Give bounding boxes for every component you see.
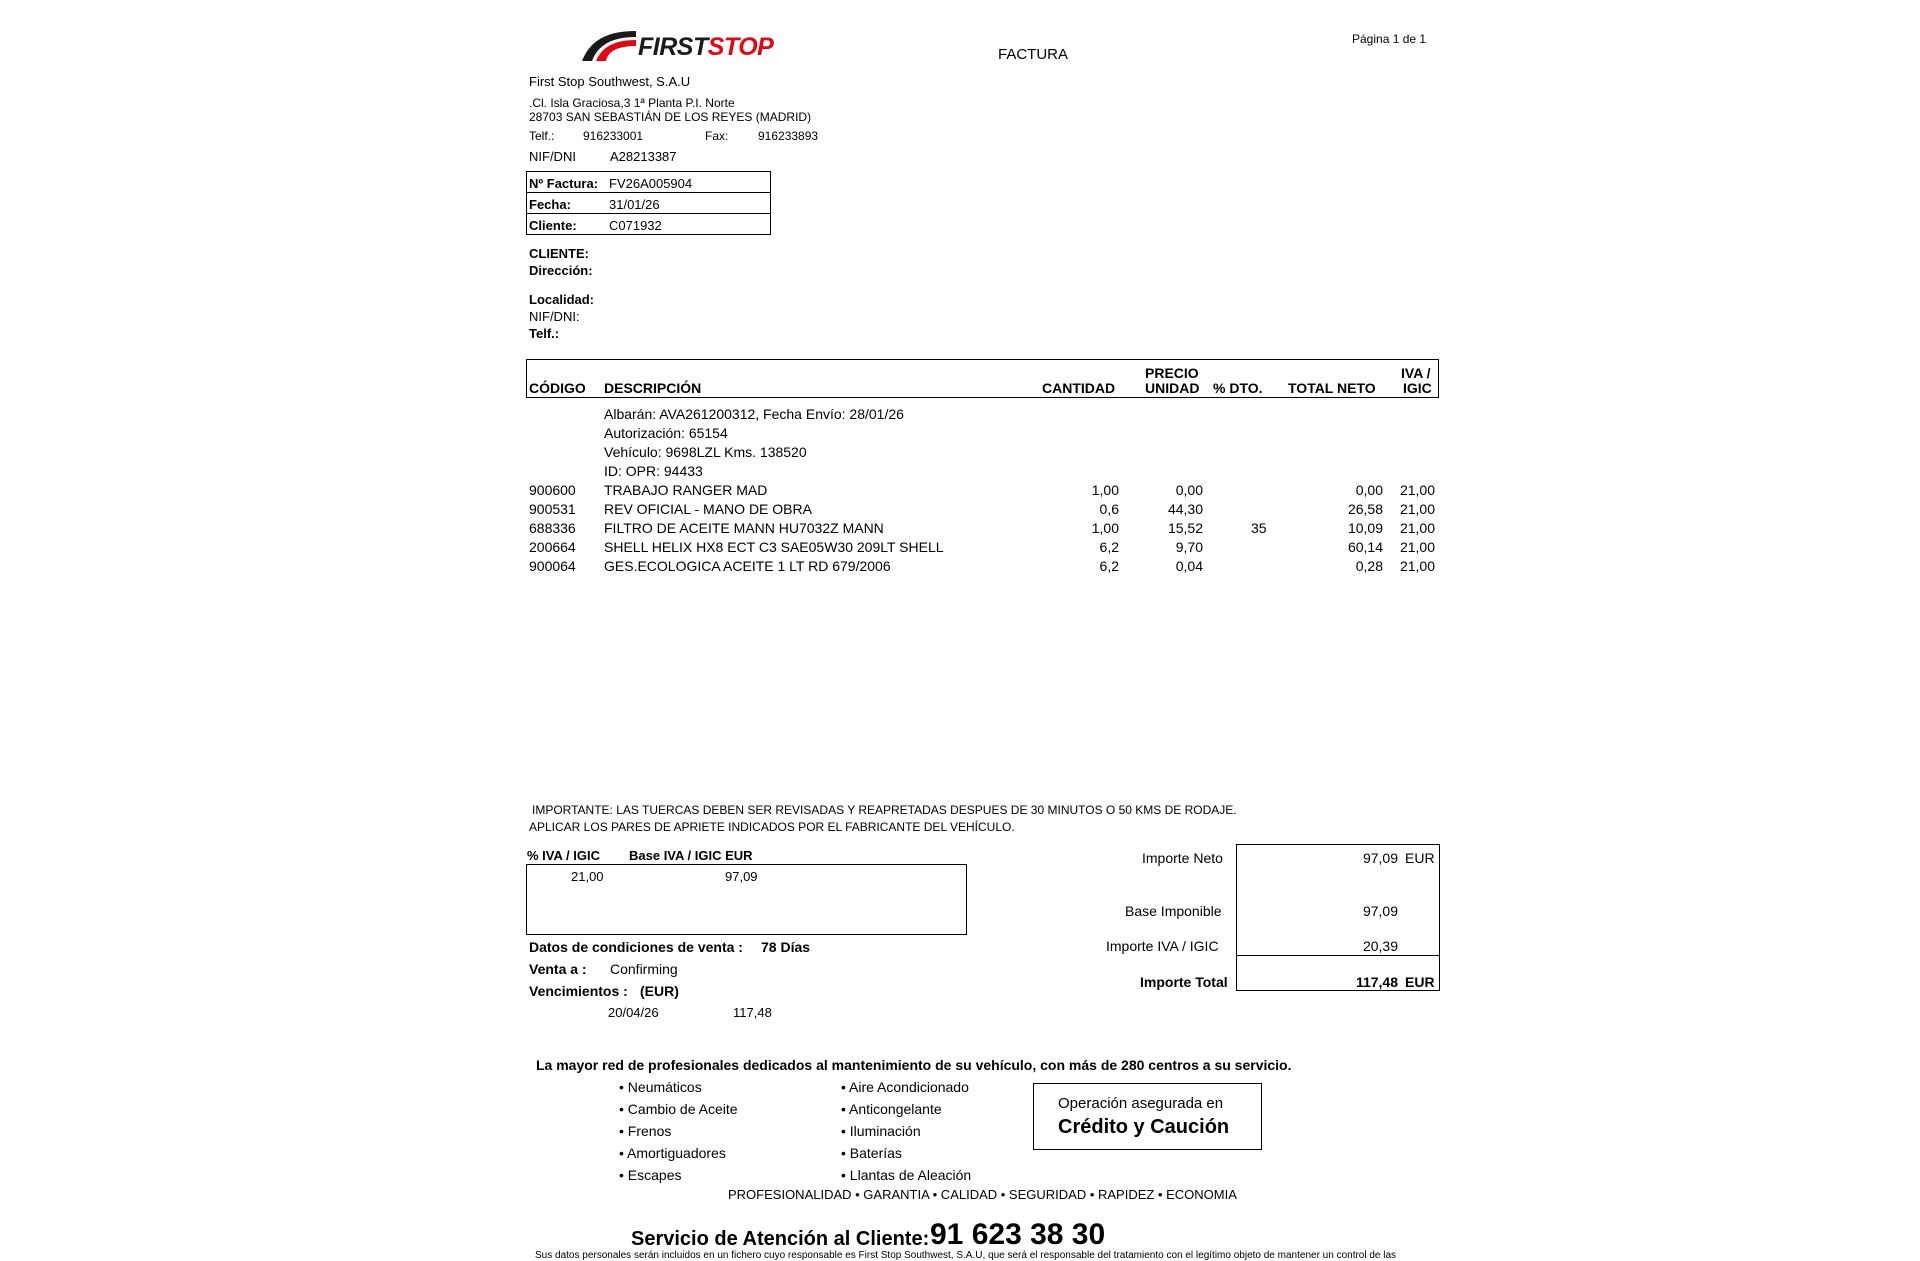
cell-cantidad: 0,6 [1099,501,1119,517]
note-autorizacion: Autorización: 65154 [604,425,728,441]
cell-codigo: 688336 [529,520,576,536]
total-amount-label: Importe Total [1140,974,1228,990]
company-fax-label: Fax: [705,129,729,143]
due-date: 20/04/26 [608,1005,659,1020]
sale-conditions-label: Datos de condiciones de venta : [529,939,743,955]
total-amount-currency: EUR [1405,974,1435,990]
table-row [0,539,1920,557]
logo-text [638,33,773,62]
cell-codigo: 200664 [529,539,576,555]
company-address-2: 28703 SAN SEBASTIÁN DE LOS REYES (MADRID) [529,110,812,124]
net-amount: 97,09 [1362,850,1398,866]
cell-descripcion: REV OFICIAL - MANO DE OBRA [604,501,812,517]
table-row [0,501,1920,519]
note-id: ID: OPR: 94433 [604,463,703,479]
cell-precio: 0,04 [1175,558,1203,574]
sale-to-label: Venta a : [529,961,587,977]
due-dates-currency: (EUR) [640,983,679,999]
cell-precio: 0,00 [1175,482,1203,498]
logo-swoosh-icon [580,27,638,63]
customer-address-label: Dirección: [529,263,593,278]
service-item: • Aire Acondicionado [841,1079,969,1095]
cell-total: 26,58 [1347,501,1383,517]
cell-iva: 21,00 [1399,520,1435,536]
tax-base-header: Base IVA / IGIC EUR [629,848,753,863]
cell-cantidad: 6,2 [1099,558,1119,574]
logo-text-first: FIRST [638,33,708,61]
cell-total: 0,28 [1355,558,1383,574]
cell-descripcion: FILTRO DE ACEITE MANN HU7032Z MANN [604,520,884,536]
cell-cantidad: 1,00 [1091,482,1119,498]
invoice-number-label: Nº Factura: [529,176,599,191]
col-header-cantidad: CANTIDAD [1042,380,1116,396]
tax-amount-label: Importe IVA / IGIC [1106,938,1219,954]
col-header-dto: % DTO. [1213,380,1263,396]
note-vehiculo: Vehículo: 9698LZL Kms. 138520 [604,444,807,460]
col-header-descripcion: DESCRIPCIÓN [604,380,702,396]
credit-insurance-line-2: Crédito y Caución [1058,1116,1230,1138]
sale-to-value: Confirming [610,961,678,977]
cell-codigo: 900531 [529,501,576,517]
service-item: • Llantas de Aleación [841,1167,972,1183]
customer-label: CLIENTE: [529,246,589,261]
service-item: • Cambio de Aceite [619,1101,738,1117]
due-dates-label: Vencimientos : [529,983,628,999]
customer-nif-label: NIF/DNI: [529,309,580,324]
cell-cantidad: 1,00 [1091,520,1119,536]
tax-rate-header: % IVA / IGIC [527,848,600,863]
col-header-igic: IGIC [1403,380,1432,396]
company-tel-label: Telf.: [529,129,555,143]
taxable-base: 97,09 [1362,903,1398,919]
important-notice-line-1: IMPORTANTE: LAS TUERCAS DEBEN SER REVISADAS Y REAPRETADAS DESPUES DE 30 MINUTOS O 50 KMS DE RODAJE. [532,803,1237,817]
net-amount-currency: EUR [1405,850,1435,866]
cell-iva: 21,00 [1399,539,1435,555]
service-item: • Neumáticos [619,1079,702,1095]
totals-box [1236,844,1440,991]
cell-iva: 21,00 [1399,558,1435,574]
note-albaran: Albarán: AVA261200312, Fecha Envío: 28/01/26 [604,406,904,422]
company-fax: 916233893 [758,129,819,143]
service-item: • Escapes [619,1167,682,1183]
cell-descripcion: SHELL HELIX HX8 ECT C3 SAE05W30 209LT SHELL [604,539,944,555]
cell-descripcion: GES.ECOLOGICA ACEITE 1 LT RD 679/2006 [604,558,891,574]
company-nif-label: NIF/DNI [529,149,576,164]
total-amount: 117,48 [1355,974,1398,990]
service-item: • Anticongelante [841,1101,942,1117]
cell-total: 0,00 [1355,482,1383,498]
customer-service-phone: 91 623 38 30 [930,1218,1106,1251]
tax-amount: 20,39 [1362,938,1398,954]
customer-tel-label: Telf.: [529,326,560,341]
company-name: First Stop Southwest, S.A.U [529,74,691,89]
page-number: Página 1 de 1 [1352,32,1427,46]
credit-insurance-line-1: Operación asegurada en [1058,1095,1224,1112]
privacy-notice: Sus datos personales serán incluidos en un fichero cuyo responsable es First Stop Southwest, S.A.U, que será el responsable del tratamiento con el legítimo objeto de mantener un control de las [535,1250,1397,1261]
service-item: • Iluminación [841,1123,921,1139]
footer-values: PROFESIONALIDAD • GARANTIA • CALIDAD • SEGURIDAD • RAPIDEZ • ECONOMIA [728,1187,1237,1202]
col-header-precio: PRECIO [1145,365,1199,381]
net-amount-label: Importe Neto [1142,850,1223,866]
cell-precio: 9,70 [1175,539,1203,555]
service-item: • Baterías [841,1145,902,1161]
sale-conditions-value: 78 Días [761,939,811,955]
company-address-1: .Cl. Isla Graciosa,3 1ª Planta P.I. Norte [529,96,735,110]
cell-iva: 21,00 [1399,501,1435,517]
tax-base-value: 97,09 [725,869,758,884]
due-amount: 117,48 [733,1005,772,1020]
cell-iva: 21,00 [1399,482,1435,498]
cell-precio: 44,30 [1167,501,1203,517]
service-item: • Amortiguadores [619,1145,726,1161]
col-header-codigo: CÓDIGO [529,380,586,396]
cell-codigo: 900600 [529,482,576,498]
logo-text-stop: STOP [707,33,774,61]
invoice-date-label: Fecha: [529,197,571,212]
cell-cantidad: 6,2 [1099,539,1119,555]
invoice-date: 31/01/26 [609,197,660,212]
col-header-unidad: UNIDAD [1145,380,1200,396]
invoice-client-label: Cliente: [529,218,577,233]
customer-service-label: Servicio de Atención al Cliente: [631,1228,930,1250]
company-nif: A28213387 [610,149,677,164]
cell-descripcion: TRABAJO RANGER MAD [604,482,768,498]
col-header-iva: IVA / [1401,365,1431,381]
document-title: FACTURA [998,46,1069,63]
taxable-base-label: Base Imponible [1125,903,1222,919]
important-notice-line-2: APLICAR LOS PARES DE APRIETE INDICADOS POR EL FABRICANTE DEL VEHÍCULO. [529,820,1015,834]
table-row [0,558,1920,576]
table-row [0,520,1920,538]
service-item: • Frenos [619,1123,672,1139]
tax-rate-value: 21,00 [571,869,604,884]
company-tel: 916233001 [583,129,644,143]
cell-dto: 35 [1251,520,1267,536]
customer-locality-label: Localidad: [529,292,595,307]
table-row [0,482,1920,500]
footer-tagline: La mayor red de profesionales dedicados al mantenimiento de su vehículo, con más de 280 centros a su servicio. [536,1057,1292,1073]
cell-codigo: 900064 [529,558,576,574]
cell-total: 60,14 [1347,539,1383,555]
cell-precio: 15,52 [1167,520,1203,536]
invoice-client: C071932 [609,218,662,233]
cell-total: 10,09 [1347,520,1383,536]
invoice-number: FV26A005904 [609,176,693,191]
col-header-total: TOTAL NETO [1288,380,1376,396]
